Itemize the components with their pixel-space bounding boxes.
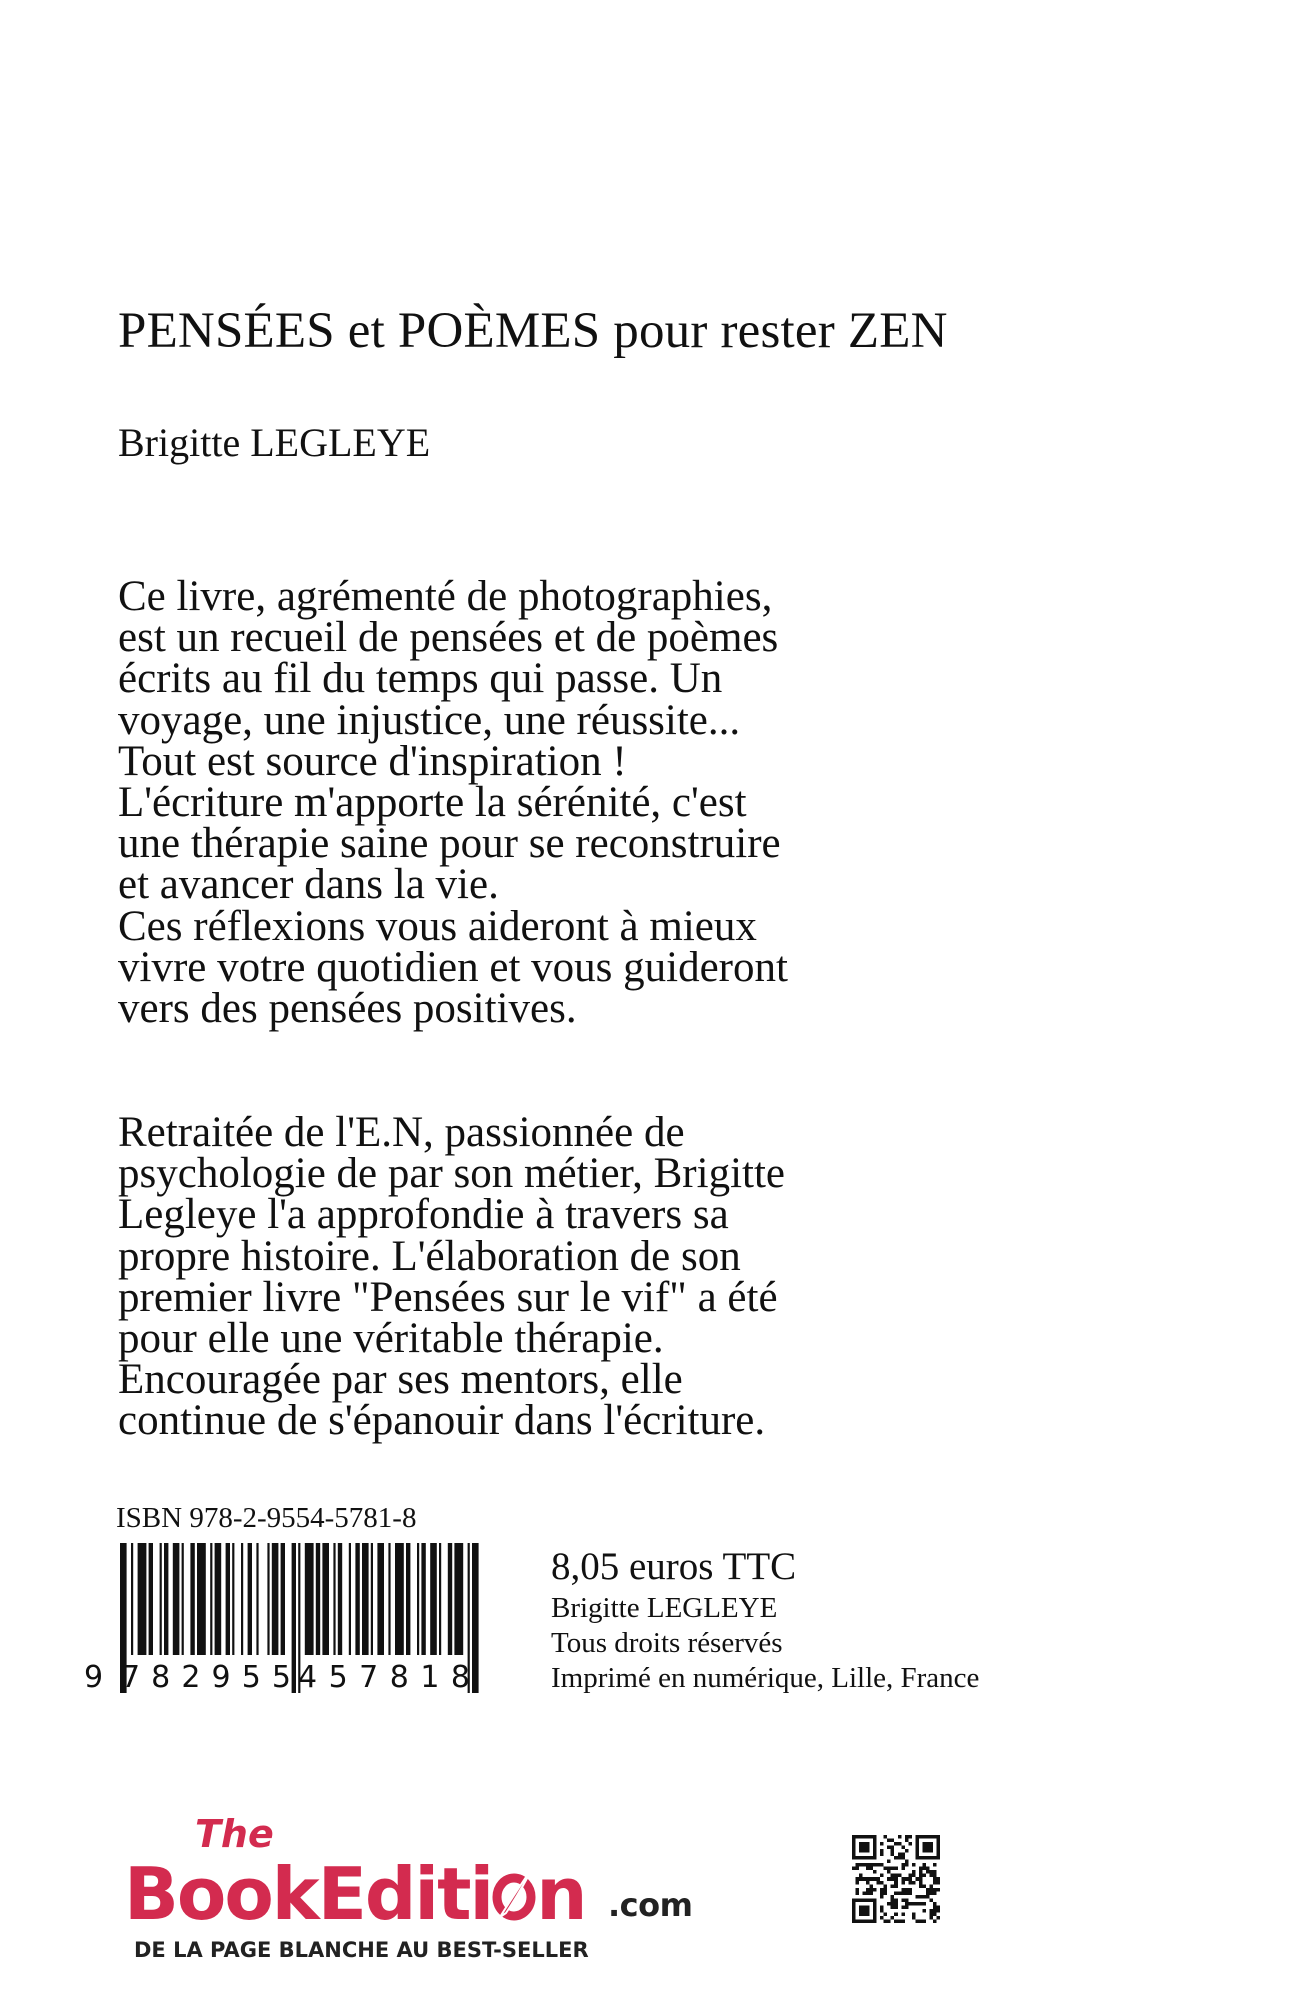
qr-module <box>933 1881 937 1885</box>
qr-module <box>922 1863 926 1867</box>
qr-module <box>922 1895 926 1899</box>
bio-line: pour elle une véritable thérapie. <box>118 1315 664 1363</box>
qr-module <box>919 1884 923 1888</box>
qr-module <box>880 1863 884 1867</box>
qr-module <box>873 1863 877 1867</box>
bio-line: Retraitée de l'E.N, passionnée de <box>118 1109 685 1156</box>
qr-module <box>915 1902 919 1906</box>
description-line: est un recueil de pensées et de poèmes <box>118 614 779 662</box>
qr-module <box>929 1909 933 1913</box>
qr-module <box>894 1877 898 1881</box>
qr-module <box>870 1884 874 1888</box>
logo-wordmark-part1: BookEditi <box>124 1852 493 1936</box>
barcode-bar <box>417 1543 419 1655</box>
qr-module <box>936 1905 940 1909</box>
qr-module <box>901 1846 905 1850</box>
qr-module <box>887 1902 891 1906</box>
barcode-bar <box>472 1543 479 1693</box>
qr-module <box>908 1881 912 1885</box>
qr-module <box>887 1867 891 1871</box>
barcode-bar <box>210 1543 212 1655</box>
barcode-bar <box>439 1543 441 1655</box>
qr-module <box>912 1912 916 1916</box>
qr-module <box>887 1919 891 1923</box>
barcode-bar <box>226 1543 230 1655</box>
barcode-bar <box>272 1543 279 1655</box>
author-bio-paragraph <box>118 1109 1118 1445</box>
logo-wordmark <box>124 1853 585 1935</box>
description-line: Ces réflexions vous aideront à mieux <box>118 902 757 950</box>
barcode-bar <box>322 1543 329 1655</box>
qr-module <box>887 1839 891 1843</box>
description-line: et avancer dans la vie. <box>118 861 499 909</box>
qr-module <box>912 1881 916 1885</box>
qr-module <box>898 1856 902 1860</box>
qr-module <box>884 1888 888 1892</box>
qr-module <box>926 1888 930 1892</box>
qr-module <box>880 1905 884 1909</box>
qr-module <box>866 1888 870 1892</box>
qr-module <box>891 1905 895 1909</box>
qr-module <box>891 1846 895 1850</box>
qr-module <box>933 1902 937 1906</box>
qr-module <box>873 1888 877 1892</box>
qr-module <box>912 1863 916 1867</box>
qr-module <box>880 1895 884 1899</box>
qr-module <box>905 1891 909 1895</box>
qr-module <box>894 1919 898 1923</box>
qr-module <box>898 1891 902 1895</box>
barcode-bar <box>349 1543 351 1655</box>
logo-domain: .com <box>608 1886 693 1924</box>
barcode-first-digit: 9 <box>84 1660 104 1693</box>
qr-module <box>880 1849 884 1853</box>
barcode-bar <box>362 1543 369 1655</box>
barcode-bar <box>338 1543 342 1655</box>
barcode-bar <box>248 1543 252 1655</box>
barcode-bar <box>454 1543 463 1655</box>
qr-module <box>908 1888 912 1892</box>
qr-module <box>866 1881 870 1885</box>
qr-module <box>929 1888 933 1892</box>
qr-module <box>933 1909 937 1913</box>
description-line: Tout est source d'inspiration ! <box>118 737 627 785</box>
qr-module <box>859 1877 863 1881</box>
qr-module <box>929 1916 933 1920</box>
qr-module <box>863 1877 867 1881</box>
barcode-bar <box>292 1543 296 1693</box>
qr-module <box>898 1835 902 1839</box>
barcode-digits-left: 782955 <box>121 1660 291 1693</box>
qr-module <box>922 1902 926 1906</box>
qr-module <box>905 1902 909 1906</box>
barcode-bar <box>173 1543 180 1655</box>
qr-module <box>873 1870 877 1874</box>
barcode <box>80 1543 490 1693</box>
qr-module <box>905 1888 909 1892</box>
qr-module <box>901 1888 905 1892</box>
qr-module <box>929 1891 933 1895</box>
qr-module <box>908 1877 912 1881</box>
qr-module <box>880 1888 884 1892</box>
qr-module <box>866 1877 870 1881</box>
qr-module <box>894 1874 898 1878</box>
price: 8,05 euros TTC <box>551 1545 797 1588</box>
barcode-bar <box>355 1543 359 1655</box>
qr-module <box>936 1888 940 1892</box>
qr-module <box>891 1849 895 1853</box>
qr-module <box>898 1874 902 1878</box>
qr-module <box>894 1898 898 1902</box>
qr-module <box>894 1902 898 1906</box>
barcode-bar <box>371 1543 373 1655</box>
qr-module <box>866 1863 870 1867</box>
qr-module <box>926 1870 930 1874</box>
qr-module <box>880 1842 884 1846</box>
barcode-bar <box>256 1543 258 1655</box>
qr-module <box>894 1867 898 1871</box>
bio-line: psychologie de par son métier, Brigitte <box>118 1150 786 1198</box>
qr-module <box>912 1916 916 1920</box>
barcode-bar <box>406 1543 410 1655</box>
qr-module <box>880 1874 884 1878</box>
barcode-bar <box>190 1543 194 1655</box>
bio-line: premier livre "Pensées sur le vif" a été <box>118 1273 778 1321</box>
qr-module <box>926 1867 930 1871</box>
qr-module <box>908 1874 912 1878</box>
qr-module <box>905 1860 909 1864</box>
qr-module <box>859 1874 863 1878</box>
qr-module <box>919 1877 923 1881</box>
qr-module <box>856 1881 860 1885</box>
qr-module <box>922 1909 926 1913</box>
qr-module <box>891 1898 895 1902</box>
qr-module <box>922 1919 926 1923</box>
qr-module <box>870 1888 874 1892</box>
description-line: écrits au fil du temps qui passe. Un <box>118 655 723 703</box>
barcode-bar <box>316 1543 320 1655</box>
qr-module <box>891 1877 895 1881</box>
qr-module <box>901 1919 905 1923</box>
qr-module <box>901 1912 905 1916</box>
description-line: une thérapie saine pour se reconstruire <box>118 820 781 868</box>
qr-module <box>863 1863 867 1867</box>
qr-module <box>866 1867 870 1871</box>
qr-module <box>856 1863 860 1867</box>
qr-module <box>915 1877 919 1881</box>
description-paragraph <box>118 573 1118 1033</box>
qr-module <box>852 1867 856 1871</box>
publisher-logo <box>124 1812 704 1965</box>
qr-module <box>933 1919 937 1923</box>
qr-module <box>891 1839 895 1843</box>
description-line: voyage, une injustice, une réussite... <box>118 696 741 744</box>
qr-module <box>891 1895 895 1899</box>
qr-module <box>905 1839 909 1843</box>
barcode-bar <box>215 1543 222 1655</box>
barcode-bar <box>160 1543 162 1655</box>
rights-notice: Tous droits réservés <box>551 1627 783 1659</box>
qr-module <box>912 1874 916 1878</box>
qr-module <box>919 1881 923 1885</box>
bio-line: Legleye l'a approfondie à travers sa <box>118 1191 729 1239</box>
barcode-bar <box>395 1543 404 1655</box>
qr-module <box>926 1891 930 1895</box>
qr-module <box>929 1874 933 1878</box>
qr-module <box>887 1877 891 1881</box>
qr-module <box>908 1842 912 1846</box>
qr-module <box>926 1895 930 1899</box>
qr-module <box>901 1867 905 1871</box>
barcode-bar <box>131 1543 133 1655</box>
printing-notice: Imprimé en numérique, Lille, France <box>551 1662 980 1694</box>
description-line: vers des pensées positives. <box>118 985 577 1033</box>
barcode-bar <box>377 1543 384 1655</box>
qr-module <box>877 1863 881 1867</box>
barcode-bar <box>164 1543 168 1655</box>
barcode-bar <box>305 1543 314 1655</box>
barcode-bar <box>421 1543 425 1655</box>
qr-module <box>922 1884 926 1888</box>
qr-module <box>856 1888 860 1892</box>
qr-module <box>922 1842 933 1853</box>
qr-module <box>908 1891 912 1895</box>
book-author: Brigitte LEGLEYE <box>118 420 431 465</box>
qr-module <box>870 1891 874 1895</box>
qr-module <box>898 1919 902 1923</box>
qr-module <box>894 1905 898 1909</box>
qr-module <box>919 1874 923 1878</box>
qr-module <box>891 1853 895 1857</box>
qr-module <box>936 1916 940 1920</box>
qr-module <box>905 1863 909 1867</box>
barcode-bar <box>448 1543 452 1655</box>
qr-module <box>901 1881 905 1885</box>
qr-module <box>933 1863 937 1867</box>
publisher-tagline: DE LA PAGE BLANCHE AU BEST-SELLER <box>134 1938 589 1962</box>
qr-module <box>866 1891 870 1895</box>
bio-line: Encouragée par ses mentors, elle <box>118 1356 683 1404</box>
qr-module <box>891 1902 895 1906</box>
qr-module <box>856 1867 860 1871</box>
qr-module <box>873 1877 877 1881</box>
qr-module <box>905 1877 909 1881</box>
qr-module <box>884 1912 888 1916</box>
qr-module <box>859 1863 863 1867</box>
qr-module <box>936 1909 940 1913</box>
qr-module <box>919 1870 923 1874</box>
qr-module <box>901 1898 905 1902</box>
qr-module <box>908 1902 912 1906</box>
qr-module <box>891 1916 895 1920</box>
qr-module <box>929 1884 933 1888</box>
qr-module <box>933 1912 937 1916</box>
qr-module <box>908 1835 912 1839</box>
description-line: vivre votre quotidien et vous guideront <box>118 943 788 991</box>
qr-module <box>880 1881 884 1885</box>
logo-wordmark-part2: n <box>536 1852 586 1936</box>
qr-module <box>880 1916 884 1920</box>
qr-module <box>870 1863 874 1867</box>
qr-module <box>919 1867 923 1871</box>
qr-module <box>894 1891 898 1895</box>
qr-module <box>901 1863 905 1867</box>
qr-module <box>933 1891 937 1895</box>
barcode-bar <box>138 1543 147 1655</box>
qr-module <box>922 1867 926 1871</box>
price-block <box>551 1543 979 1696</box>
qr-module <box>877 1877 881 1881</box>
barcode-bar <box>281 1543 285 1655</box>
barcode-bar <box>388 1543 390 1655</box>
barcode-bar <box>241 1543 243 1655</box>
copyright-author: Brigitte LEGLEYE <box>551 1592 778 1624</box>
qr-module <box>856 1891 860 1895</box>
qr-module <box>901 1891 905 1895</box>
qr-code <box>852 1835 940 1923</box>
qr-module <box>901 1877 905 1881</box>
qr-module <box>891 1884 895 1888</box>
qr-module <box>887 1860 891 1864</box>
qr-module <box>919 1919 923 1923</box>
qr-module <box>919 1895 923 1899</box>
qr-module <box>877 1881 881 1885</box>
qr-module <box>894 1842 898 1846</box>
qr-module <box>936 1877 940 1881</box>
description-line: Ce livre, agrémenté de photographies, <box>118 573 773 620</box>
qr-module <box>884 1891 888 1895</box>
qr-module <box>933 1870 937 1874</box>
isbn-label: ISBN 978-2-9554-5781-8 <box>116 1502 417 1534</box>
barcode-bar <box>267 1543 269 1655</box>
barcode-bar <box>430 1543 437 1655</box>
qr-module <box>905 1898 909 1902</box>
barcode-bar <box>182 1543 184 1655</box>
qr-module <box>880 1909 884 1913</box>
bio-line: propre histoire. L'élaboration de son <box>118 1232 741 1280</box>
qr-module <box>929 1912 933 1916</box>
barcode-bar <box>333 1543 335 1655</box>
qr-module <box>894 1881 898 1885</box>
book-title: PENSÉES et POÈMES pour rester ZEN <box>118 303 948 359</box>
qr-module <box>880 1853 884 1857</box>
qr-module <box>929 1870 933 1874</box>
qr-module <box>891 1867 895 1871</box>
qr-module <box>856 1877 860 1881</box>
barcode-bar <box>232 1543 234 1655</box>
bio-line: continue de s'épanouir dans l'écriture. <box>118 1397 766 1445</box>
qr-module <box>891 1874 895 1878</box>
barcode-digits-right: 457818 <box>298 1660 470 1693</box>
qr-module <box>919 1902 923 1906</box>
qr-module <box>863 1891 867 1895</box>
qr-module <box>887 1870 891 1874</box>
qr-module <box>915 1919 919 1923</box>
qr-module <box>894 1856 898 1860</box>
qr-module <box>898 1853 902 1857</box>
qr-module <box>870 1867 874 1871</box>
qr-module <box>859 1842 870 1853</box>
qr-module <box>901 1853 905 1857</box>
logo-the: The <box>195 1812 274 1856</box>
qr-module <box>884 1867 888 1871</box>
qr-module <box>887 1846 891 1850</box>
qr-module <box>933 1877 937 1881</box>
qr-module <box>884 1919 888 1923</box>
barcode-bar <box>197 1543 206 1655</box>
description-line: L'écriture m'apporte la sérénité, c'est <box>118 779 747 827</box>
qr-module <box>933 1888 937 1892</box>
qr-module <box>905 1835 909 1839</box>
qr-module <box>912 1870 916 1874</box>
feather-o-icon <box>492 1869 536 1921</box>
qr-module <box>915 1895 919 1899</box>
qr-module <box>901 1905 905 1909</box>
qr-module <box>905 1849 909 1853</box>
qr-module <box>898 1842 902 1846</box>
qr-module <box>894 1912 898 1916</box>
qr-module <box>933 1905 937 1909</box>
qr-module <box>880 1891 884 1895</box>
qr-module <box>922 1874 926 1878</box>
qr-module <box>912 1902 916 1906</box>
qr-module <box>936 1881 940 1885</box>
barcode-bar <box>149 1543 153 1655</box>
qr-module <box>884 1835 888 1839</box>
qr-module <box>894 1884 898 1888</box>
qr-module <box>901 1856 905 1860</box>
qr-module <box>859 1905 870 1916</box>
qr-module <box>884 1884 888 1888</box>
qr-module <box>870 1877 874 1881</box>
qr-module <box>905 1905 909 1909</box>
qr-module <box>929 1898 933 1902</box>
qr-module <box>933 1874 937 1878</box>
